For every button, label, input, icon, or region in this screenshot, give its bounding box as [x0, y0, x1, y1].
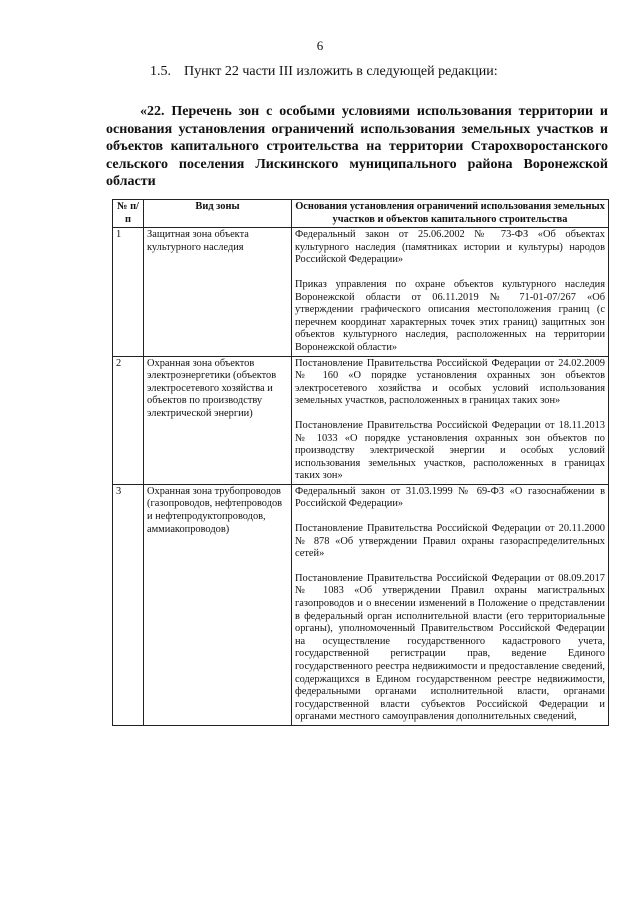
zone-type: Охранная зона объектов электроэнергетики (объектов электросетевого хозяйства и объектов по производству электрической энергии)	[144, 356, 292, 484]
basis-cell	[292, 484, 609, 725]
header-zone: Вид зоны	[144, 200, 292, 228]
row-number: 1	[113, 228, 144, 356]
basis-paragraph: Федеральный закон от 31.03.1999 № 69-ФЗ «О газоснабжении в Российской Федерации»	[295, 485, 605, 510]
header-basis: Основания установления ограничений использования земельных участков и объектов капитального строительства	[292, 200, 609, 228]
basis-cell	[292, 356, 609, 484]
basis-paragraph: Федеральный закон от 25.06.2002 № 73-ФЗ «Об объектах культурного наследия (памятниках истории и культуры) народов Российской Федерации»	[295, 229, 605, 266]
basis-cell	[292, 228, 609, 356]
header-num: № п/п	[113, 200, 144, 228]
section-heading: «22. Перечень зон с особыми условиями использования территории и основания установления ограничений использования земельных участков и объектов капитального строительства на территории Старохворостанского сельского поселения Лискинского муниципального района Воронежской области	[106, 104, 608, 190]
table-row	[113, 228, 609, 356]
zones-table	[112, 199, 609, 726]
table-header-row	[113, 200, 609, 228]
page-number: 6	[316, 38, 324, 53]
basis-paragraph: Постановление Правительства Российской Федерации от 24.02.2009 № 160 «О порядке установления охранных зон объектов электросетевого хозяйства и особых условий использования земельных участков, расположенных в границах таких зон»	[295, 357, 605, 407]
row-number: 3	[113, 484, 144, 725]
basis-paragraph: Постановление Правительства Российской Федерации от 20.11.2000 № 878 «Об утверждении Правил охраны газораспределительных сетей»	[295, 523, 605, 560]
amendment-intro	[150, 64, 498, 80]
table-row	[113, 356, 609, 484]
item-number: 1.5.	[150, 64, 171, 79]
zone-type: Защитная зона объекта культурного наследия	[144, 228, 292, 356]
basis-paragraph: Постановление Правительства Российской Федерации от 18.11.2013 № 1033 «О порядке установления охранных зон объектов по производству электрической энергии и особых условий использования земельных участков, расположенных в границах таких зон»	[295, 419, 605, 482]
table-row	[113, 484, 609, 725]
basis-paragraph: Приказ управления по охране объектов культурного наследия Воронежской области от 06.11.2019 № 71-01-07/267 «Об утверждении графического описания местоположения границ (с перечнем координат характерных точек этих границ) защитных зон объектов культурного наследия, расположенных на территории Воронежской области»	[295, 278, 605, 353]
row-number: 2	[113, 356, 144, 484]
item-text: Пункт 22 части III изложить в следующей редакции:	[184, 64, 498, 79]
basis-paragraph: Постановление Правительства Российской Федерации от 08.09.2017 № 1083 «Об утверждении Правил охраны магистральных газопроводов и о внесении изменений в Положение о представлении в федеральный орган исполнительной власти (его территориальные органы), уполномоченный Правительством Российской Федерации на осуществление государственного кадастрового учета, государственной регистрации прав, ведение Единого государственного реестра недвижимости и предоставление сведений, содержащихся в Едином государственном реестре недвижимости, федеральными органами исполнительной власти, органами государственной власти субъектов Российской Федерации и органами местного самоуправления дополнительных сведений,	[295, 572, 605, 723]
zone-type: Охранная зона трубопроводов (газопроводов, нефтепроводов и нефтепродуктопроводов, аммиакопроводов)	[144, 484, 292, 725]
